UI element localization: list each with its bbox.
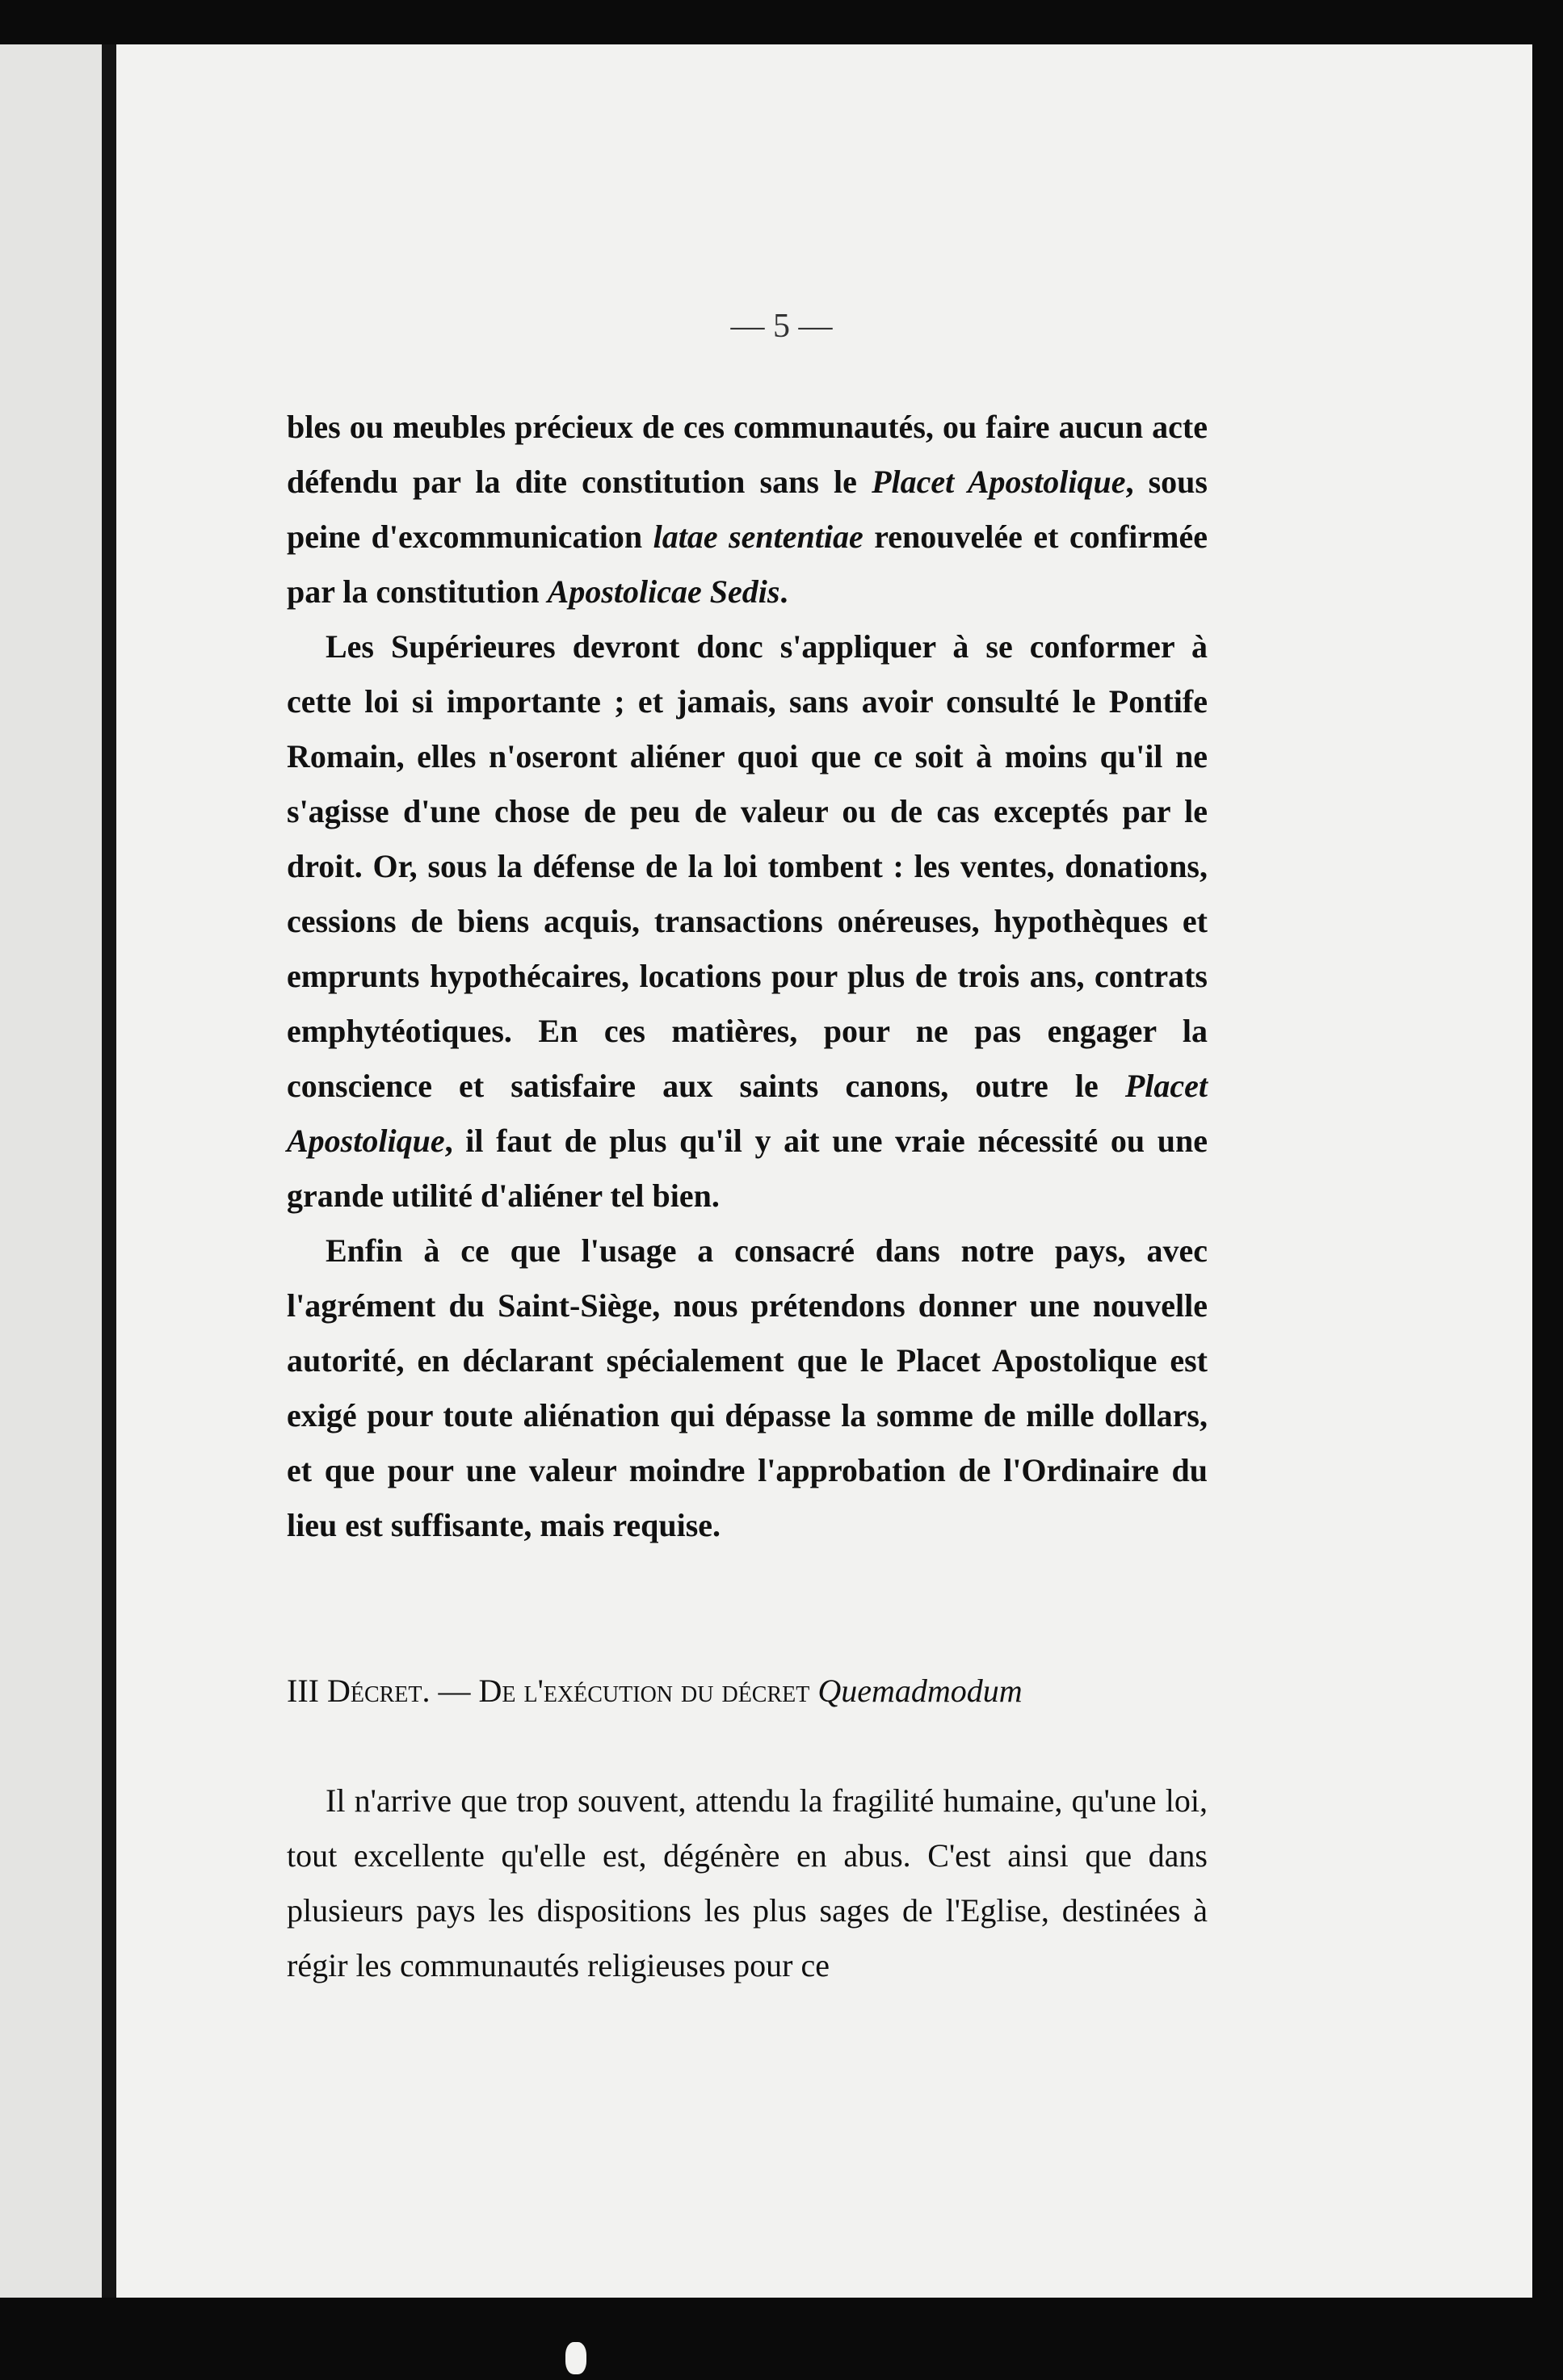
heading-italic: Quemadmodum <box>817 1673 1023 1709</box>
paragraph-2-text-b: , il faut de plus qu'il y ait une vraie nécessité ou une grande utilité d'aliéner tel bien. <box>287 1123 1208 1214</box>
paragraph-1-text-d: . <box>779 573 788 610</box>
paragraph-1-text-c: renouvelée et confirmée par la constitution <box>287 518 1208 610</box>
final-text <box>287 1773 1208 1993</box>
body-text <box>287 400 1208 1553</box>
paragraph-1-text-b: , sous peine d'excommunication <box>287 464 1208 555</box>
heading-dash: — <box>438 1673 471 1709</box>
previous-page-edge <box>0 44 115 2298</box>
page-number: — 5 — <box>730 308 833 345</box>
paragraph-2 <box>287 619 1208 1224</box>
paragraph-1-italic-a: Placet Apostolique <box>872 464 1126 500</box>
heading-rest: De l'exécution du décret <box>478 1673 810 1709</box>
paragraph-1-italic-b: latae sententiae <box>653 518 863 555</box>
paragraph-3-text-a: Enfin à ce que l'usage a consacré dans notre pays, avec l'agrément du Saint-Siège, nous prétendons donner une nouvelle autorité, en déclarant spécialement que le Placet Apostolique est exigé pour toute aliénation qui dépasse la somme de mille dollars, et que pour une valeur moindre l'approbation de l'Ordinaire du lieu est suffisante, mais requise. <box>287 1232 1208 1543</box>
section-heading-block <box>287 1664 1208 1719</box>
heading-number: III <box>287 1673 319 1709</box>
paragraph-1 <box>287 400 1208 619</box>
paragraph-1-italic-c: Apostolicae Sedis <box>547 573 780 610</box>
paragraph-3 <box>287 1224 1208 1553</box>
scan-artifact <box>565 2342 586 2374</box>
paragraph-1-text-a: bles ou meubles précieux de ces communautés, ou faire aucun acte défendu par la dite constitution sans le <box>287 409 1208 500</box>
heading-decret: Décret. <box>326 1673 431 1709</box>
binding-shadow <box>102 44 116 2298</box>
section-heading <box>287 1664 1208 1719</box>
right-edge-shadow <box>1532 44 1563 2298</box>
paragraph-2-italic-a: Placet Apostolique <box>287 1068 1208 1159</box>
paragraph-4: Il n'arrive que trop souvent, attendu la fragilité humaine, qu'une loi, tout excellente qu'elle est, dégénère en abus. C'est ainsi que dans plusieurs pays les dispositions les plus sages de l'Eglise, destinées à régir les communautés religieuses pour ce <box>287 1782 1208 1983</box>
paragraph-2-text-a: Les Supérieures devront donc s'appliquer à se conformer à cette loi si importante ; et jamais, sans avoir consulté le Pontife Romain, elles n'oseront aliéner quoi que ce soit à moins qu'il ne s'agisse d'une chose de peu de valeur ou de cas exceptés par le droit. Or, sous la défense de la loi tombent : les ventes, donations, cessions de biens acquis, transactions onéreuses, hypothèques et emprunts hypothécaires, locations pour plus de trois ans, contrats emphytéotiques. En ces matières, pour ne pas engager la conscience et satisfaire aux saints canons, outre le <box>287 628 1208 1104</box>
